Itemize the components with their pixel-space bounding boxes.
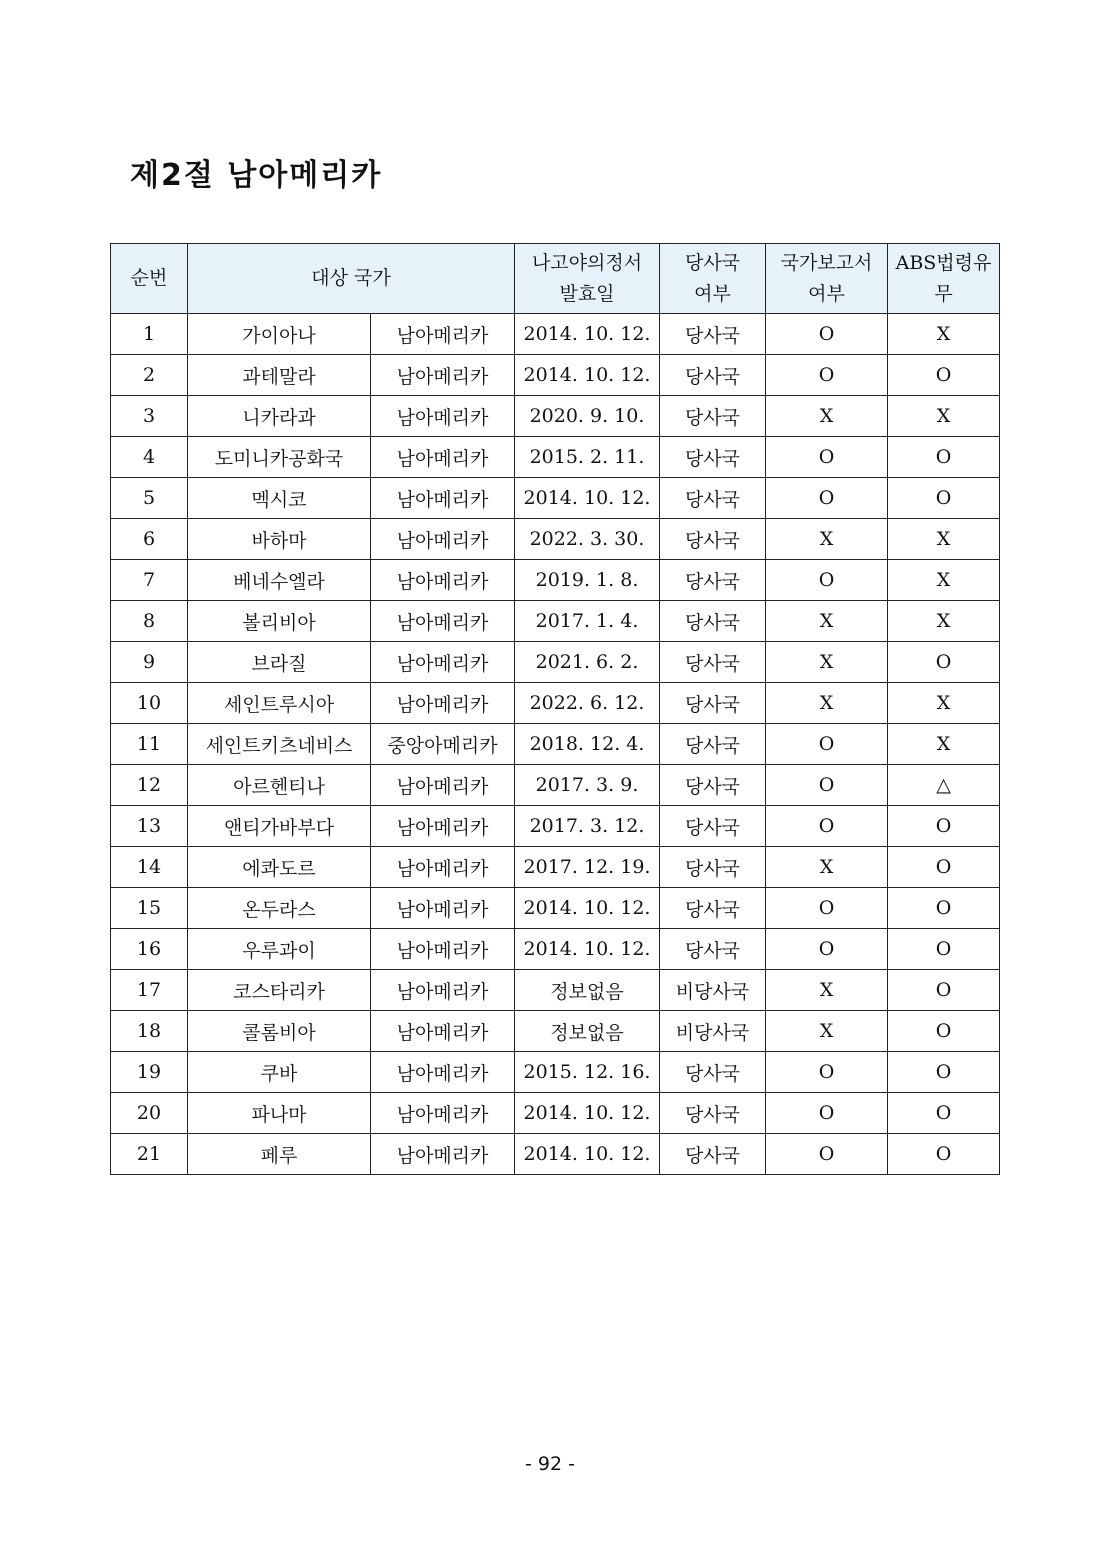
cell-country-name: 가이아나	[188, 314, 371, 355]
cell-region: 남아메리카	[371, 683, 515, 724]
cell-abs-law: O	[888, 1011, 1000, 1052]
cell-abs-law: X	[888, 314, 1000, 355]
table-row	[111, 683, 1000, 724]
cell-country-name: 볼리비아	[188, 601, 371, 642]
cell-no: 21	[111, 1134, 188, 1175]
table-row	[111, 847, 1000, 888]
cell-abs-law: X	[888, 683, 1000, 724]
cell-national-report: O	[766, 888, 888, 929]
cell-region: 남아메리카	[371, 1134, 515, 1175]
cell-country-name: 바하마	[188, 519, 371, 560]
cell-region: 남아메리카	[371, 1052, 515, 1093]
cell-country-name: 세인트키츠네비스	[188, 724, 371, 765]
cell-no: 20	[111, 1093, 188, 1134]
table-row	[111, 806, 1000, 847]
cell-region: 남아메리카	[371, 806, 515, 847]
table-row	[111, 396, 1000, 437]
table-row	[111, 314, 1000, 355]
cell-region: 남아메리카	[371, 1093, 515, 1134]
cell-country-name: 아르헨티나	[188, 765, 371, 806]
cell-nagoya-date: 2022. 6. 12.	[515, 683, 660, 724]
cell-no: 18	[111, 1011, 188, 1052]
cell-region: 남아메리카	[371, 1011, 515, 1052]
header-report	[766, 244, 888, 314]
cell-party-status: 당사국	[660, 437, 766, 478]
table-row	[111, 765, 1000, 806]
cell-party-status: 당사국	[660, 560, 766, 601]
cell-no: 2	[111, 355, 188, 396]
cell-country-name: 세인트루시아	[188, 683, 371, 724]
cell-no: 15	[111, 888, 188, 929]
cell-abs-law: O	[888, 970, 1000, 1011]
cell-party-status: 당사국	[660, 724, 766, 765]
cell-no: 6	[111, 519, 188, 560]
header-abs-line2: 무	[934, 282, 953, 305]
cell-abs-law: O	[888, 1134, 1000, 1175]
table-row	[111, 519, 1000, 560]
cell-party-status: 당사국	[660, 355, 766, 396]
cell-abs-law: X	[888, 601, 1000, 642]
cell-party-status: 당사국	[660, 1093, 766, 1134]
cell-country-name: 코스타리카	[188, 970, 371, 1011]
cell-nagoya-date: 2014. 10. 12.	[515, 929, 660, 970]
cell-nagoya-date: 2014. 10. 12.	[515, 1093, 660, 1134]
cell-country-name: 멕시코	[188, 478, 371, 519]
cell-region: 남아메리카	[371, 396, 515, 437]
table-row	[111, 1052, 1000, 1093]
cell-abs-law: X	[888, 724, 1000, 765]
table-row	[111, 724, 1000, 765]
cell-region: 남아메리카	[371, 314, 515, 355]
cell-nagoya-date: 정보없음	[515, 1011, 660, 1052]
table-row	[111, 1134, 1000, 1175]
cell-no: 19	[111, 1052, 188, 1093]
header-party	[660, 244, 766, 314]
header-party-line1: 당사국	[684, 251, 741, 274]
cell-no: 17	[111, 970, 188, 1011]
header-party-line2: 여부	[694, 282, 731, 305]
cell-region: 남아메리카	[371, 642, 515, 683]
cell-abs-law: O	[888, 355, 1000, 396]
cell-abs-law: O	[888, 888, 1000, 929]
cell-nagoya-date: 2017. 1. 4.	[515, 601, 660, 642]
cell-region: 남아메리카	[371, 847, 515, 888]
cell-national-report: O	[766, 314, 888, 355]
cell-abs-law: O	[888, 929, 1000, 970]
cell-region: 남아메리카	[371, 437, 515, 478]
table-row	[111, 478, 1000, 519]
cell-nagoya-date: 2014. 10. 12.	[515, 478, 660, 519]
cell-national-report: O	[766, 1052, 888, 1093]
cell-national-report: O	[766, 478, 888, 519]
table-row	[111, 1011, 1000, 1052]
cell-region: 남아메리카	[371, 888, 515, 929]
cell-abs-law: O	[888, 806, 1000, 847]
cell-abs-law: △	[888, 765, 1000, 806]
header-country: 대상 국가	[188, 244, 515, 314]
cell-abs-law: X	[888, 519, 1000, 560]
cell-nagoya-date: 2017. 12. 19.	[515, 847, 660, 888]
table-row	[111, 355, 1000, 396]
cell-no: 1	[111, 314, 188, 355]
cell-national-report: X	[766, 519, 888, 560]
cell-region: 남아메리카	[371, 478, 515, 519]
cell-nagoya-date: 2014. 10. 12.	[515, 1134, 660, 1175]
header-abs	[888, 244, 1000, 314]
cell-nagoya-date: 2019. 1. 8.	[515, 560, 660, 601]
cell-nagoya-date: 2020. 9. 10.	[515, 396, 660, 437]
cell-no: 9	[111, 642, 188, 683]
cell-region: 남아메리카	[371, 601, 515, 642]
cell-nagoya-date: 2015. 12. 16.	[515, 1052, 660, 1093]
cell-party-status: 비당사국	[660, 1011, 766, 1052]
page-number: - 92 -	[525, 1453, 575, 1475]
cell-party-status: 당사국	[660, 601, 766, 642]
cell-nagoya-date: 2014. 10. 12.	[515, 355, 660, 396]
cell-party-status: 당사국	[660, 642, 766, 683]
table-row	[111, 970, 1000, 1011]
cell-no: 10	[111, 683, 188, 724]
cell-national-report: O	[766, 437, 888, 478]
header-nagoya-line2: 발효일	[559, 282, 615, 305]
cell-nagoya-date: 2015. 2. 11.	[515, 437, 660, 478]
cell-country-name: 페루	[188, 1134, 371, 1175]
cell-no: 13	[111, 806, 188, 847]
cell-party-status: 비당사국	[660, 970, 766, 1011]
cell-country-name: 니카라과	[188, 396, 371, 437]
cell-party-status: 당사국	[660, 1134, 766, 1175]
cell-country-name: 도미니카공화국	[188, 437, 371, 478]
cell-country-name: 쿠바	[188, 1052, 371, 1093]
header-abs-line1: ABS법령유	[895, 251, 992, 274]
cell-party-status: 당사국	[660, 847, 766, 888]
cell-national-report: O	[766, 355, 888, 396]
cell-nagoya-date: 2021. 6. 2.	[515, 642, 660, 683]
cell-abs-law: O	[888, 478, 1000, 519]
cell-no: 16	[111, 929, 188, 970]
cell-abs-law: X	[888, 396, 1000, 437]
cell-party-status: 당사국	[660, 929, 766, 970]
cell-abs-law: O	[888, 847, 1000, 888]
cell-no: 4	[111, 437, 188, 478]
cell-abs-law: X	[888, 560, 1000, 601]
cell-national-report: X	[766, 970, 888, 1011]
cell-region: 남아메리카	[371, 970, 515, 1011]
cell-country-name: 파나마	[188, 1093, 371, 1134]
table-row	[111, 929, 1000, 970]
cell-abs-law: O	[888, 437, 1000, 478]
cell-country-name: 베네수엘라	[188, 560, 371, 601]
cell-region: 중앙아메리카	[371, 724, 515, 765]
cell-no: 14	[111, 847, 188, 888]
table-row	[111, 437, 1000, 478]
cell-no: 8	[111, 601, 188, 642]
section-title: 제2절 남아메리카	[130, 158, 383, 193]
cell-party-status: 당사국	[660, 888, 766, 929]
cell-no: 12	[111, 765, 188, 806]
table-row	[111, 888, 1000, 929]
cell-national-report: O	[766, 806, 888, 847]
cell-no: 7	[111, 560, 188, 601]
cell-party-status: 당사국	[660, 478, 766, 519]
cell-nagoya-date: 2022. 3. 30.	[515, 519, 660, 560]
cell-region: 남아메리카	[371, 560, 515, 601]
cell-national-report: O	[766, 1093, 888, 1134]
cell-national-report: O	[766, 560, 888, 601]
cell-region: 남아메리카	[371, 355, 515, 396]
cell-party-status: 당사국	[660, 1052, 766, 1093]
cell-nagoya-date: 2014. 10. 12.	[515, 888, 660, 929]
country-table	[110, 243, 1000, 1175]
header-report-line1: 국가보고서	[780, 251, 873, 274]
table-row	[111, 560, 1000, 601]
header-no: 순번	[111, 244, 188, 314]
cell-party-status: 당사국	[660, 396, 766, 437]
cell-national-report: O	[766, 929, 888, 970]
cell-region: 남아메리카	[371, 929, 515, 970]
cell-party-status: 당사국	[660, 519, 766, 560]
cell-country-name: 콜롬비아	[188, 1011, 371, 1052]
header-nagoya-line1: 나고야의정서	[531, 251, 643, 274]
cell-national-report: X	[766, 601, 888, 642]
cell-country-name: 우루과이	[188, 929, 371, 970]
table-body	[111, 314, 1000, 1175]
cell-abs-law: O	[888, 1093, 1000, 1134]
cell-nagoya-date: 정보없음	[515, 970, 660, 1011]
cell-no: 5	[111, 478, 188, 519]
cell-abs-law: O	[888, 1052, 1000, 1093]
cell-national-report: X	[766, 642, 888, 683]
table-row	[111, 601, 1000, 642]
cell-abs-law: O	[888, 642, 1000, 683]
table-row	[111, 642, 1000, 683]
header-nagoya-date	[515, 244, 660, 314]
cell-country-name: 앤티가바부다	[188, 806, 371, 847]
cell-national-report: X	[766, 396, 888, 437]
cell-national-report: X	[766, 1011, 888, 1052]
cell-country-name: 에콰도르	[188, 847, 371, 888]
cell-national-report: O	[766, 1134, 888, 1175]
cell-party-status: 당사국	[660, 683, 766, 724]
table-row	[111, 1093, 1000, 1134]
cell-national-report: X	[766, 683, 888, 724]
cell-party-status: 당사국	[660, 806, 766, 847]
cell-nagoya-date: 2014. 10. 12.	[515, 314, 660, 355]
cell-country-name: 온두라스	[188, 888, 371, 929]
cell-nagoya-date: 2017. 3. 9.	[515, 765, 660, 806]
cell-region: 남아메리카	[371, 765, 515, 806]
cell-national-report: O	[766, 765, 888, 806]
cell-nagoya-date: 2018. 12. 4.	[515, 724, 660, 765]
cell-nagoya-date: 2017. 3. 12.	[515, 806, 660, 847]
header-report-line2: 여부	[808, 282, 845, 305]
cell-region: 남아메리카	[371, 519, 515, 560]
cell-country-name: 과테말라	[188, 355, 371, 396]
cell-party-status: 당사국	[660, 314, 766, 355]
cell-country-name: 브라질	[188, 642, 371, 683]
table-header-row	[111, 244, 1000, 314]
cell-no: 11	[111, 724, 188, 765]
cell-party-status: 당사국	[660, 765, 766, 806]
cell-national-report: X	[766, 847, 888, 888]
cell-no: 3	[111, 396, 188, 437]
cell-national-report: O	[766, 724, 888, 765]
